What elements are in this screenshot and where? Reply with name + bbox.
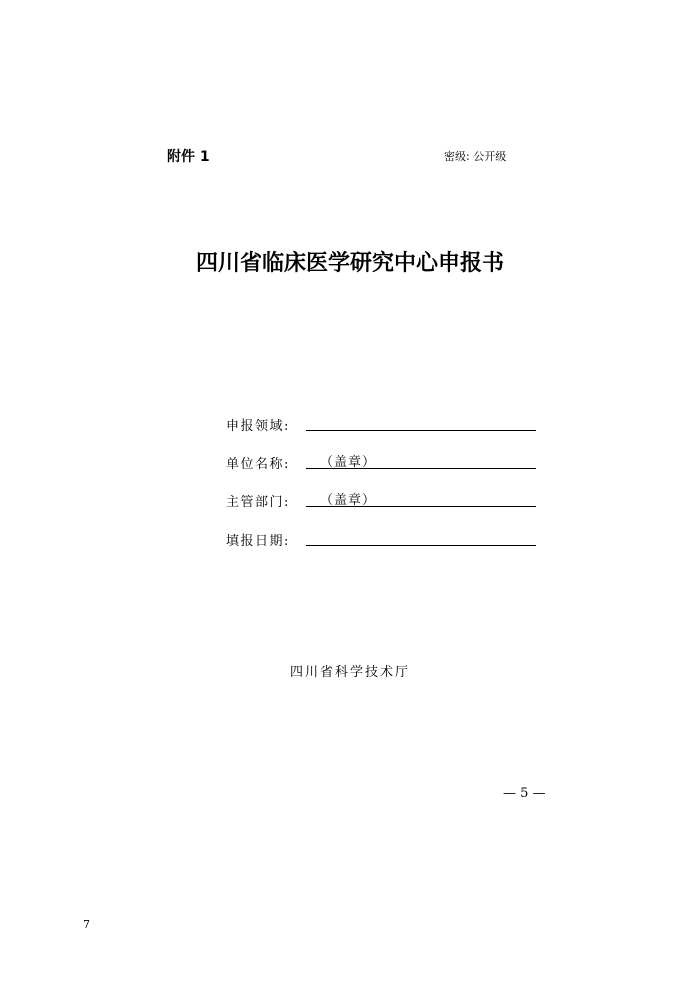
field-fill-date	[226, 530, 546, 554]
issuer-name: 四川省科学技术厅	[289, 665, 410, 680]
field-underline	[306, 430, 536, 431]
field-label: 单位名称:	[226, 457, 290, 472]
security-level: 密级: 公开级	[444, 150, 507, 163]
page-number: — 5 —	[503, 786, 546, 801]
field-label: 填报日期:	[226, 534, 290, 549]
field-application-area	[226, 415, 546, 439]
field-supervising-department	[226, 491, 546, 515]
field-underline	[306, 545, 536, 546]
field-unit-name	[226, 453, 546, 477]
field-value: （盖章）	[320, 455, 377, 470]
footer-number: 7	[83, 918, 90, 931]
field-value: （盖章）	[320, 493, 377, 508]
field-label: 申报领域:	[226, 419, 290, 434]
field-label: 主管部门:	[226, 495, 290, 510]
attachment-label: 附件 1	[167, 149, 210, 165]
document-title: 四川省临床医学研究中心申报书	[195, 250, 504, 276]
